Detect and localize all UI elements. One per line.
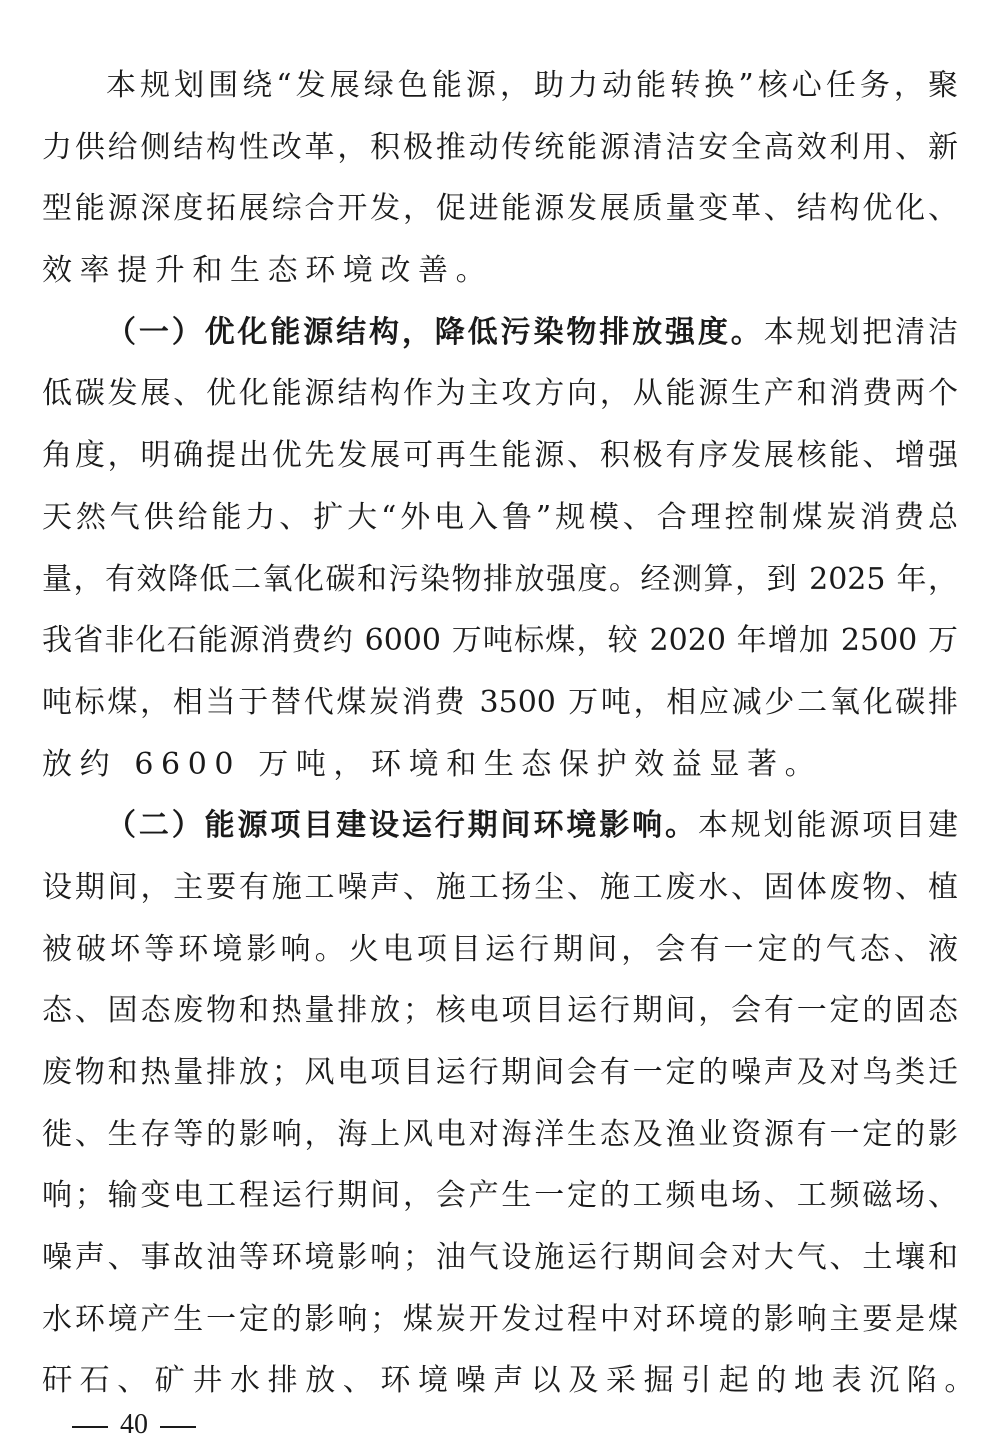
paragraph-intro <box>42 55 958 302</box>
text-line: 被破坏等环境影响。火电项目运行期间，会有一定的气态、液 <box>42 931 958 967</box>
body-text <box>42 55 982 1412</box>
text-line: 放约 6600 万吨，环境和生态保护效益显著。 <box>42 746 823 782</box>
text-line: 本规划围绕“发展绿色能源，助力动能转换”核心任务，聚 <box>106 68 958 103</box>
text-line: 水环境产生一定的影响；煤炭开发过程中对环境的影响主要是煤 <box>42 1301 958 1337</box>
text-line: 态、固态废物和热量排放；核电项目运行期间，会有一定的固态 <box>42 993 958 1029</box>
section-heading: （一）优化能源结构，降低污染物排放强度。 <box>106 314 764 350</box>
text-line: 天然气供给能力、扩大“外电入鲁”规模、合理控制煤炭消费总 <box>42 499 958 535</box>
paragraph-section-1 <box>42 302 958 796</box>
text-line: 废物和热量排放；风电项目运行期间会有一定的噪声及对鸟类迁 <box>42 1055 958 1090</box>
text-line: 徙、生存等的影响，海上风电对海洋生态及渔业资源有一定的影 <box>42 1116 958 1152</box>
text-run: 本规划能源项目建 <box>697 808 959 844</box>
section-heading: （二）能源项目建设运行期间环境影响。 <box>106 808 698 844</box>
footer-dash-right <box>160 1426 196 1428</box>
text-line: 矸石、矿井水排放、环境噪声以及采掘引起的地表沉陷。 <box>42 1363 982 1399</box>
text-line: 响；输变电工程运行期间，会产生一定的工频电场、工频磁场、 <box>42 1178 958 1214</box>
text-line: 角度，明确提出优先发展可再生能源、积极有序发展核能、增强 <box>42 438 958 474</box>
footer-dash-left <box>72 1426 108 1428</box>
text-line: 量，有效降低二氧化碳和污染物排放强度。经测算，到 2025 年， <box>42 561 958 597</box>
text-line: 效率提升和生态环境改善。 <box>42 253 494 289</box>
text-line <box>42 302 958 364</box>
paragraph-section-2 <box>42 795 982 1412</box>
text-line: 我省非化石能源消费约 6000 万吨标煤，较 2020 年增加 2500 万 <box>42 623 958 659</box>
text-line: 设期间，主要有施工噪声、施工扬尘、施工废水、固体废物、植 <box>42 869 958 905</box>
page-footer <box>60 1405 208 1445</box>
text-line: 低碳发展、优化能源结构作为主攻方向，从能源生产和消费两个 <box>42 376 958 412</box>
text-line: 噪声、事故油等环境影响；油气设施运行期间会对大气、土壤和 <box>42 1240 958 1276</box>
text-line <box>42 795 958 857</box>
page-number: 40 <box>120 1409 148 1440</box>
text-run: 本规划把清洁 <box>763 314 959 350</box>
text-line: 吨标煤，相当于替代煤炭消费 3500 万吨，相应减少二氧化碳排 <box>42 684 958 720</box>
text-line: 型能源深度拓展综合开发，促进能源发展质量变革、结构优化、 <box>42 191 958 227</box>
text-line: 力供给侧结构性改革，积极推动传统能源清洁安全高效利用、新 <box>42 129 958 165</box>
